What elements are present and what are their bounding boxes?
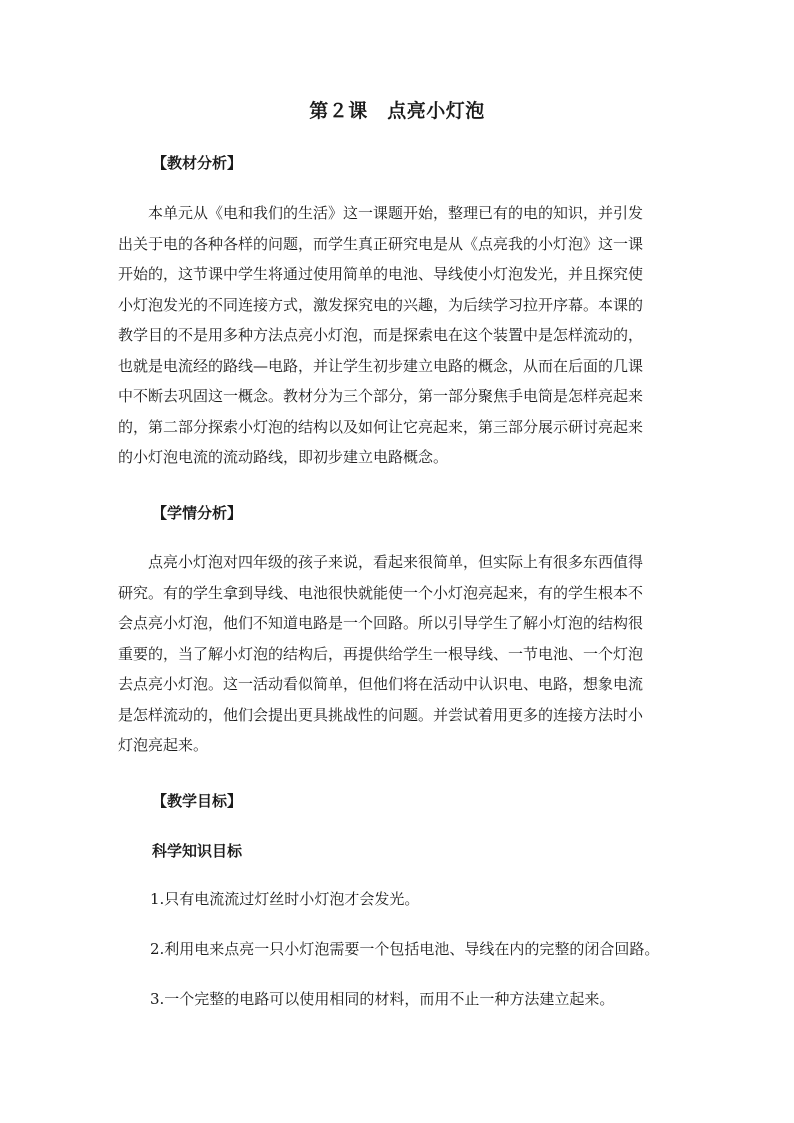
text-line: 出关于电的各种各样的问题，而学生真正研究电是从《点亮我的小灯泡》这一课 bbox=[118, 234, 644, 253]
text-line: 是怎样流动的，他们会提出更具挑战性的问题。并尝试着用更多的连接方法时小 bbox=[118, 705, 644, 724]
text-line: 研究。有的学生拿到导线、电池很快就能使一个小灯泡亮起来，有的学生根本不 bbox=[118, 583, 644, 602]
analysis-paragraph bbox=[118, 198, 678, 473]
lesson-title: 第２课 点亮小灯泡 bbox=[309, 100, 485, 122]
text-line: 点亮小灯泡对四年级的孩子来说，看起来很简单，但实际上有很多东西值得 bbox=[148, 553, 644, 571]
text-line: 的小灯泡电流的流动路线，即初步建立电路概念。 bbox=[118, 448, 449, 466]
text-line: 去点亮小灯泡。这一活动看似简单，但他们将在活动中认识电、电路，想象电流 bbox=[118, 675, 644, 693]
text-line: 教学目的不是用多种方法点亮小灯泡，而是探索电在这个装置中是怎样流动的， bbox=[118, 326, 644, 344]
text-line: 会点亮小灯泡，他们不知道电路是一个回路。所以引导学生了解小灯泡的结构很 bbox=[118, 614, 644, 632]
goal-item: 1.只有电流流过灯丝时小灯泡才会发光。 bbox=[150, 890, 420, 908]
section-heading-students: 【学情分析】 bbox=[152, 504, 243, 522]
text-line: 重要的，当了解小灯泡的结构后，再提供给学生一根导线、一节电池、一个灯泡 bbox=[118, 644, 644, 663]
goal-item: 3.一个完整的电路可以使用相同的材料，而用不止一种方法建立起来。 bbox=[150, 990, 615, 1008]
text-line: 也就是电流经的路线—电路，并让学生初步建立电路的概念，从而在后面的几课 bbox=[118, 356, 644, 375]
text-line: 的，第二部分探索小灯泡的结构以及如何让它亮起来，第三部分展示研讨亮起来 bbox=[118, 417, 644, 436]
students-paragraph bbox=[118, 547, 678, 761]
section-heading-goals: 【教学目标】 bbox=[152, 792, 243, 810]
text-line: 灯泡亮起来。 bbox=[118, 736, 209, 754]
text-line: 开始的，这节课中学生将通过使用简单的电池、导线使小灯泡发光，并且探究使 bbox=[118, 265, 644, 283]
text-line: 中不断去巩固这一概念。教材分为三个部分，第一部分聚焦手电筒是怎样亮起来 bbox=[118, 387, 644, 405]
text-line: 小灯泡发光的不同连接方式，激发探究电的兴趣，为后续学习拉开序幕。本课的 bbox=[118, 295, 644, 314]
section-heading-analysis: 【教材分析】 bbox=[152, 154, 243, 172]
goal-item: 2.利用电来点亮一只小灯泡需要一个包括电池、导线在内的完整的闭合回路。 bbox=[150, 940, 660, 958]
goals-subheading: 科学知识目标 bbox=[152, 842, 243, 860]
text-line: 本单元从《电和我们的生活》这一课题开始，整理已有的电的知识，并引发 bbox=[148, 204, 644, 222]
